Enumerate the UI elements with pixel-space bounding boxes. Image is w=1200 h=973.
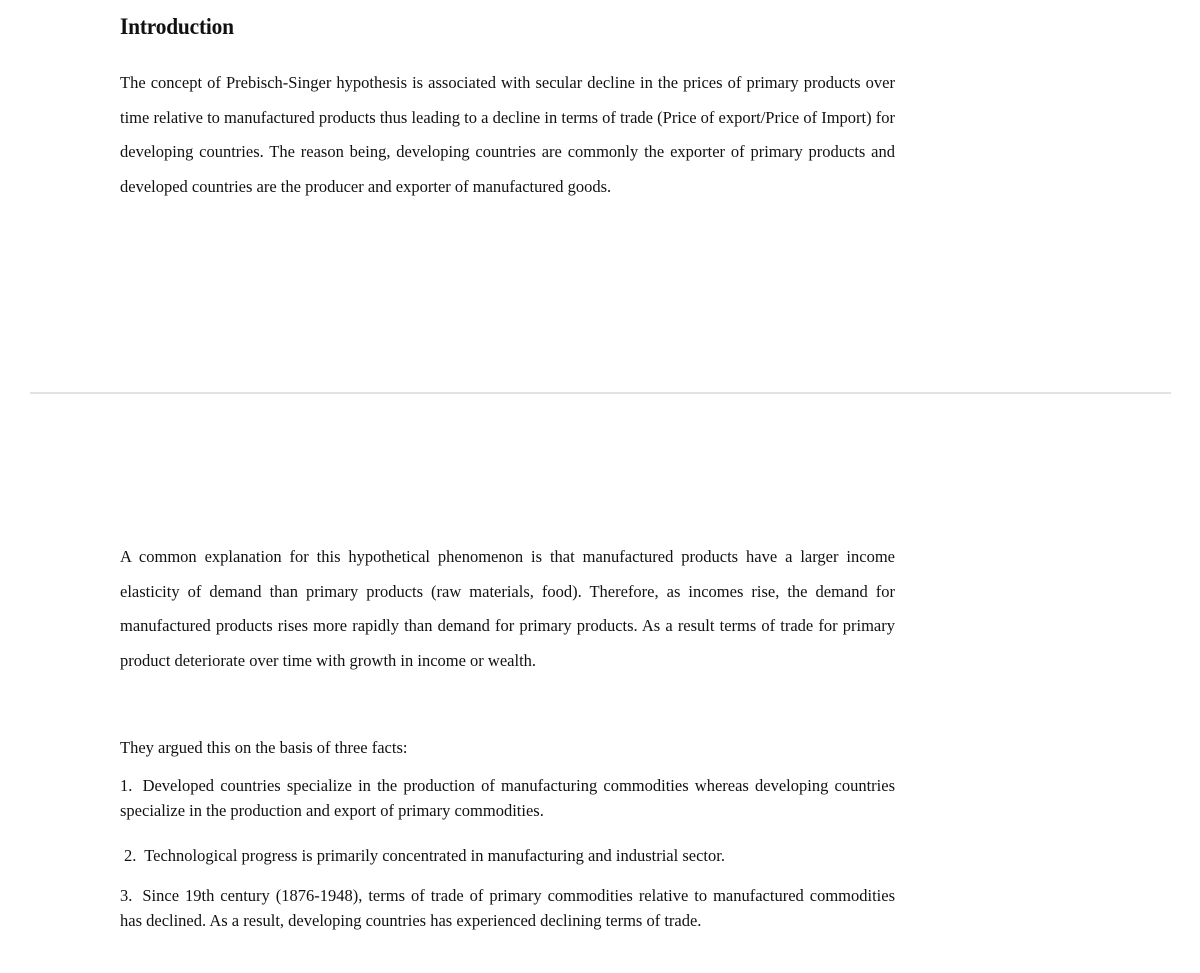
section-heading: Introduction xyxy=(120,14,234,39)
document-page-1 xyxy=(0,0,1200,392)
fact-number: 2. xyxy=(124,846,137,865)
explanation-paragraph: A common explanation for this hypothetical phenomenon is that manufactured products have a larger income elasticity of demand than primary products (raw materials, food). Therefore, as incomes rise, the demand for manufactured products rises more rapidly than demand for primary products. As a result terms of trade for primary product deteriorate over time with growth in income or wealth. xyxy=(120,547,895,670)
fact-item xyxy=(120,883,895,933)
facts-intro-text: They argued this on the basis of three facts: xyxy=(120,738,408,757)
fact-text: Developed countries specialize in the production of manufacturing commodities whereas developing countries specialize in the production and export of primary commodities. xyxy=(120,776,895,820)
intro-paragraph: The concept of Prebisch-Singer hypothesis is associated with secular decline in the prices of primary products over time relative to manufactured products thus leading to a decline in terms of trade (Price of export/Price of Import) for developing countries. The reason being, developing countries are commonly the exporter of primary products and developed countries are the producer and exporter of manufactured goods. xyxy=(120,73,895,196)
fact-number: 3. xyxy=(120,886,133,905)
fact-number: 1. xyxy=(120,776,133,795)
fact-text: Since 19th century (1876-1948), terms of trade of primary commodities relative to manufactured commodities has declined. As a result, developing countries has experienced declining terms of trade. xyxy=(120,886,895,930)
fact-item xyxy=(120,773,895,823)
fact-text: Technological progress is primarily concentrated in manufacturing and industrial sector. xyxy=(144,846,725,865)
fact-item xyxy=(120,843,895,868)
